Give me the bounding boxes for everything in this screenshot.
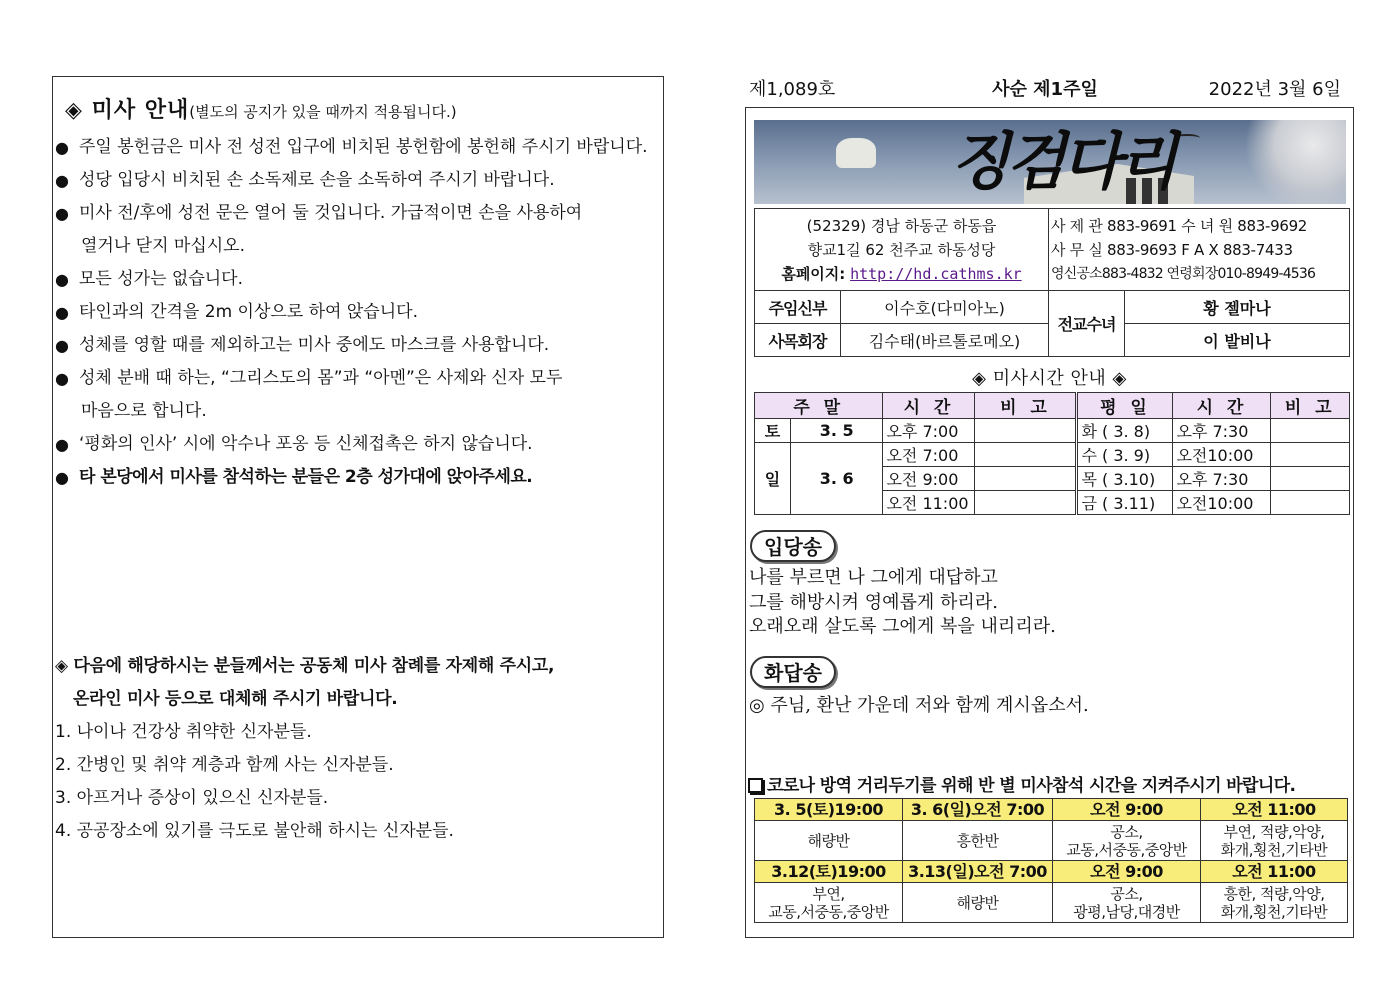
table-header-row [755, 393, 1350, 419]
mass-time: 오전10:00 [1173, 443, 1271, 467]
liturgical-week: 사순 제1주일 [992, 79, 1098, 100]
bulletin-header [749, 77, 1341, 103]
note-cell [975, 467, 1077, 491]
notice-heading-cont: 온라인 미사 등으로 대체해 주시기 바랍니다. [73, 689, 398, 709]
col-header: 주 말 [755, 393, 883, 419]
notice-heading: ◈ 다음에 해당하시는 분들께서는 공동체 미사 참례를 자제해 주시고, [55, 656, 555, 676]
mass-schedule-table [754, 392, 1350, 515]
col-header: 비 고 [975, 393, 1077, 419]
sister-name: 이 발비나 [1125, 324, 1350, 357]
list-item: ● 성체를 영할 때를 제외하고는 미사 중에도 마스크를 사용합니다. [55, 329, 655, 362]
contact-line: 영신공소883-4832 연령회장010-8949-4536 [1051, 265, 1316, 282]
weekday-day: 수 ( 3. 9) [1077, 443, 1173, 467]
homepage-link[interactable]: http://hd.cathms.kr [850, 264, 1022, 283]
restriction-notice [55, 650, 655, 848]
checkbox-square-icon [748, 778, 763, 793]
table-row [755, 419, 1350, 443]
list-item: ● 모든 성가는 없습니다. [55, 263, 655, 296]
pastor-name: 이수호(다미아노) [841, 291, 1049, 324]
table-header-row: 3. 5(토)19:00 3. 6(일)오전 7:00 오전 9:00 오전 11:00 [755, 799, 1348, 821]
weekday-day: 화 ( 3. 8) [1077, 419, 1173, 443]
weekend-date: 3. 5 [791, 419, 883, 443]
list-item: ● 타인과의 간격을 2m 이상으로 하여 앉습니다. [55, 296, 655, 329]
list-item-continued: 열거나 닫지 마십시오. [81, 236, 246, 256]
contact-line: 사 무 실 883-9693 F A X 883-7433 [1051, 240, 1293, 259]
col-header: 평 일 [1077, 393, 1173, 419]
contact-line: 사 제 관 883-9691 수 녀 원 883-9692 [1051, 216, 1308, 235]
banner-image [754, 120, 1346, 204]
mass-time: 오후 7:30 [1173, 419, 1271, 443]
bullet-icon: ● [55, 270, 69, 289]
bird-icon [1174, 134, 1200, 142]
mass-time: 오후 7:00 [883, 419, 975, 443]
table-row: 부연, 교동,서중동,중앙반 해량반 공소, 광평,남당,대경반 흥한, 적량,악양, 화개,횡천,기타반 [755, 883, 1348, 923]
col-header: 시 간 [1173, 393, 1271, 419]
responsorial-psalm-text: ◎ 주님, 환난 가운데 저와 함께 계시옵소서. [749, 695, 1089, 716]
mass-time: 오전 9:00 [883, 467, 975, 491]
list-item: 2. 간병인 및 취약 계층과 함께 사는 신자분들. [55, 755, 394, 775]
responsorial-psalm-label: 화답송 [750, 656, 836, 688]
address-line: 향교1길 62 천주교 하동성당 [807, 240, 996, 259]
note-cell [1271, 419, 1350, 443]
address-line: (52329) 경남 하동군 하동읍 [806, 216, 997, 235]
bulletin-logo: 징검다리 [950, 125, 1174, 198]
issue-number: 제1,089호 [749, 79, 836, 100]
bullet-icon: ● [55, 204, 69, 223]
list-item: ● 성당 입당시 비치된 손 소독제로 손을 소독하여 주시기 바랍니다. [55, 164, 655, 197]
note-cell [1271, 491, 1350, 515]
list-item-continued: 마음으로 합니다. [81, 401, 207, 421]
entrance-antiphon-text: 나를 부르면 나 그에게 대답하고 그를 해방시켜 영예롭게 하리라. 오래오래 살도록 그에게 복을 내리리라. [749, 567, 1056, 637]
bullet-icon: ● [55, 468, 69, 487]
contact-cell [1049, 209, 1350, 291]
covid-heading: 코로나 방역 거리두기를 위해 반 별 미사참석 시간을 지켜주시기 바랍니다. [748, 771, 1295, 796]
list-item: ● 주일 봉헌금은 미사 전 성전 입구에 비치된 봉헌함에 봉헌해 주시기 바랍니다. [55, 131, 655, 164]
list-item: ● 미사 전/후에 성전 문은 열어 둘 것입니다. 가급적이면 손을 사용하여 [55, 197, 655, 230]
weekend-day: 일 [755, 443, 791, 515]
mass-time: 오후 7:30 [1173, 467, 1271, 491]
bulletin-date: 2022년 3월 6일 [1208, 79, 1341, 100]
col-header: 비 고 [1271, 393, 1350, 419]
list-item: 1. 나이나 건강상 취약한 신자분들. [55, 722, 312, 742]
mass-time: 오전10:00 [1173, 491, 1271, 515]
weekday-day: 목 ( 3.10) [1077, 467, 1173, 491]
title-main: ◈ 미사 안내 [65, 98, 190, 123]
covid-schedule-table [754, 798, 1348, 923]
weekend-date: 3. 6 [791, 443, 883, 515]
mass-schedule-heading: ◈ 미사시간 안내 ◈ [972, 368, 1127, 389]
address-cell [755, 209, 1049, 291]
bullet-icon: ● [55, 435, 69, 454]
list-item: ● ‘평화의 인사’ 시에 악수나 포옹 등 신체접촉은 하지 않습니다. [55, 428, 655, 461]
entrance-antiphon-label: 입당송 [750, 530, 836, 562]
weekday-day: 금 ( 3.11) [1077, 491, 1173, 515]
bullet-icon: ● [55, 336, 69, 355]
mass-time: 오전 11:00 [883, 491, 975, 515]
chair-label: 사목회장 [755, 324, 841, 357]
col-header: 시 간 [883, 393, 975, 419]
mass-time: 오전 7:00 [883, 443, 975, 467]
mass-notice-panel [52, 76, 664, 938]
bulletin-panel [745, 107, 1354, 938]
table-row [755, 443, 1350, 467]
parish-info-table [754, 208, 1350, 357]
chair-name: 김수태(바르톨로메오) [841, 324, 1049, 357]
note-cell [1271, 443, 1350, 467]
sister-label: 전교수녀 [1049, 291, 1125, 357]
bullet-icon: ● [55, 303, 69, 322]
weekend-day: 토 [755, 419, 791, 443]
note-cell [975, 491, 1077, 515]
table-header-row: 3.12(토)19:00 3.13(일)오전 7:00 오전 9:00 오전 11:00 [755, 861, 1348, 883]
list-item: ● 타 본당에서 미사를 참석하는 분들은 2층 성가대에 앉아주세요. [55, 461, 655, 494]
sister-name: 황 젤마나 [1125, 291, 1350, 324]
note-cell [975, 419, 1077, 443]
list-item: ● 성체 분배 때 하는, “그리스도의 몸”과 “아멘”은 사제와 신자 모두 [55, 362, 655, 395]
bullet-icon: ● [55, 138, 69, 157]
note-cell [1271, 467, 1350, 491]
list-item: 3. 아프거나 증상이 있으신 신자분들. [55, 788, 329, 808]
trees-shape [1236, 120, 1346, 204]
title-sub: (별도의 공지가 있을 때까지 적용됩니다.) [189, 103, 457, 121]
bullet-icon: ● [55, 369, 69, 388]
table-row: 해량반 흥한반 공소, 교동,서중동,중앙반 부연, 적량,악양, 화개,횡천,기타반 [755, 821, 1348, 861]
note-cell [975, 443, 1077, 467]
list-item: 4. 공공장소에 있기를 극도로 불안해 하시는 신자분들. [55, 821, 454, 841]
bullet-icon: ● [55, 171, 69, 190]
mass-notice-title [65, 93, 457, 124]
notice-bullet-list [55, 131, 655, 494]
homepage-line: 홈페이지: http://hd.cathms.kr [781, 264, 1022, 283]
pastor-label: 주임신부 [755, 291, 841, 324]
statue-shape [836, 138, 876, 168]
